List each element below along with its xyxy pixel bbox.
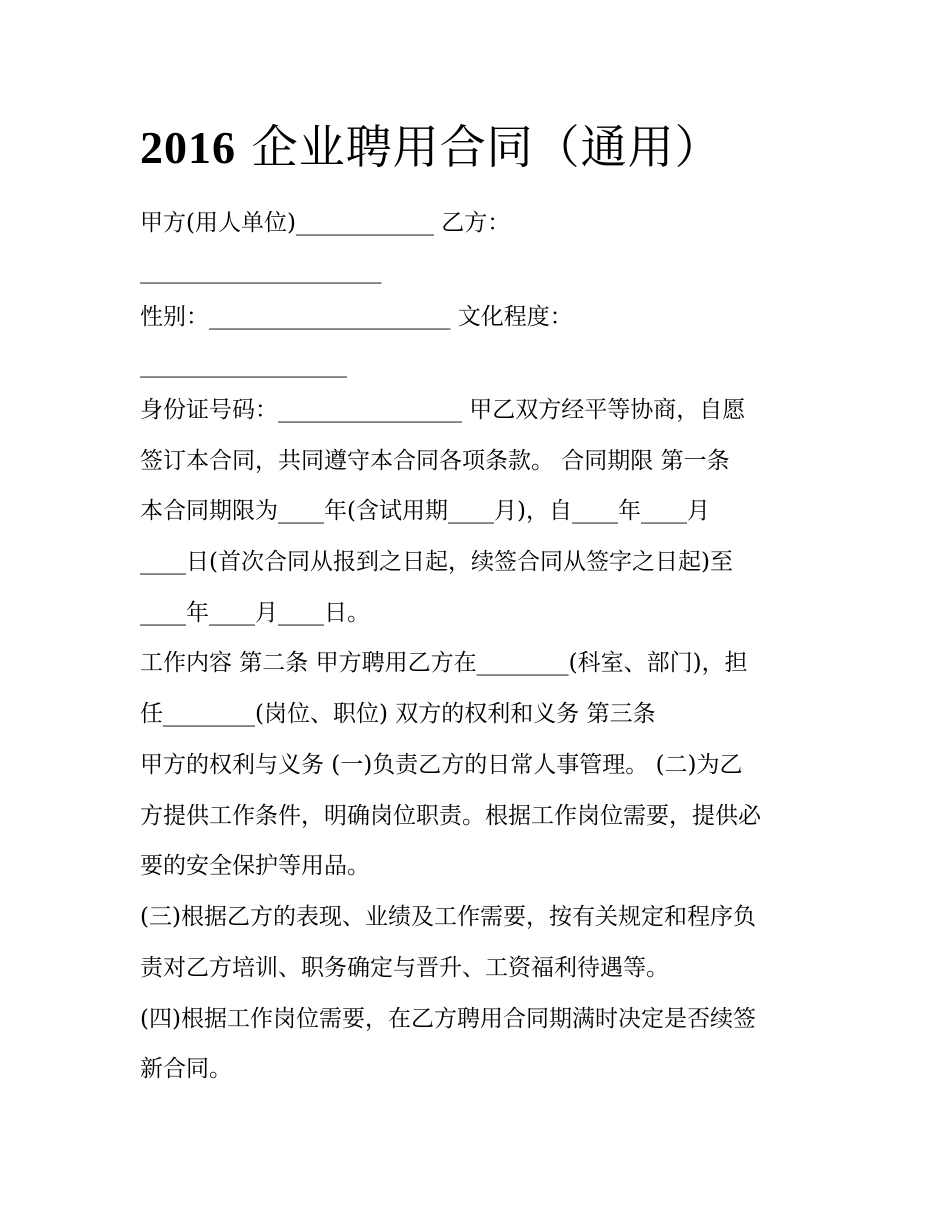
document-title <box>140 112 722 183</box>
blank-line: __________________ <box>140 352 347 378</box>
party-line: 甲方(用人单位)____________ 乙方： <box>140 210 511 236</box>
gender-education-line: 性别：_____________________ 文化程度： <box>140 304 573 330</box>
id-number-line: 身份证号码：________________ 甲乙双方经平等协商，自愿 <box>140 397 746 423</box>
paragraph-line: (四)根据工作岗位需要，在乙方聘用合同期满时决定是否续签 <box>140 1006 756 1032</box>
paragraph-line: ____年____月____日。 <box>140 600 370 626</box>
paragraph-line: (三)根据乙方的表现、业绩及工作需要，按有关规定和程序负 <box>140 904 756 930</box>
paragraph-line: 工作内容 第二条 甲方聘用乙方在________(科室、部门)，担 <box>140 650 748 676</box>
blank-line: _____________________ <box>140 258 382 284</box>
paragraph-line: 新合同。 <box>140 1056 232 1082</box>
paragraph-line: 签订本合同，共同遵守本合同各项条款。 合同期限 第一条 <box>140 448 730 474</box>
paragraph-line: 要的安全保护等用品。 <box>140 853 370 879</box>
paragraph-line: 本合同期限为____年(含试用期____月)，自____年____月 <box>140 498 710 524</box>
paragraph-line: 甲方的权利与义务 (一)负责乙方的日常人事管理。 (二)为乙 <box>140 752 743 778</box>
paragraph-line: 责对乙方培训、职务确定与晋升、工资福利待遇等。 <box>140 955 669 981</box>
paragraph-line: 任________(岗位、职位) 双方的权利和义务 第三条 <box>140 701 656 727</box>
paragraph-line: ____日(首次合同从报到之日起，续签合同从签字之日起)至 <box>140 549 733 575</box>
title-text: 企业聘用合同（通用） <box>236 120 722 174</box>
paragraph-line: 方提供工作条件，明确岗位职责。根据工作岗位需要，提供必 <box>140 803 761 829</box>
title-year: 2016 <box>140 122 236 173</box>
